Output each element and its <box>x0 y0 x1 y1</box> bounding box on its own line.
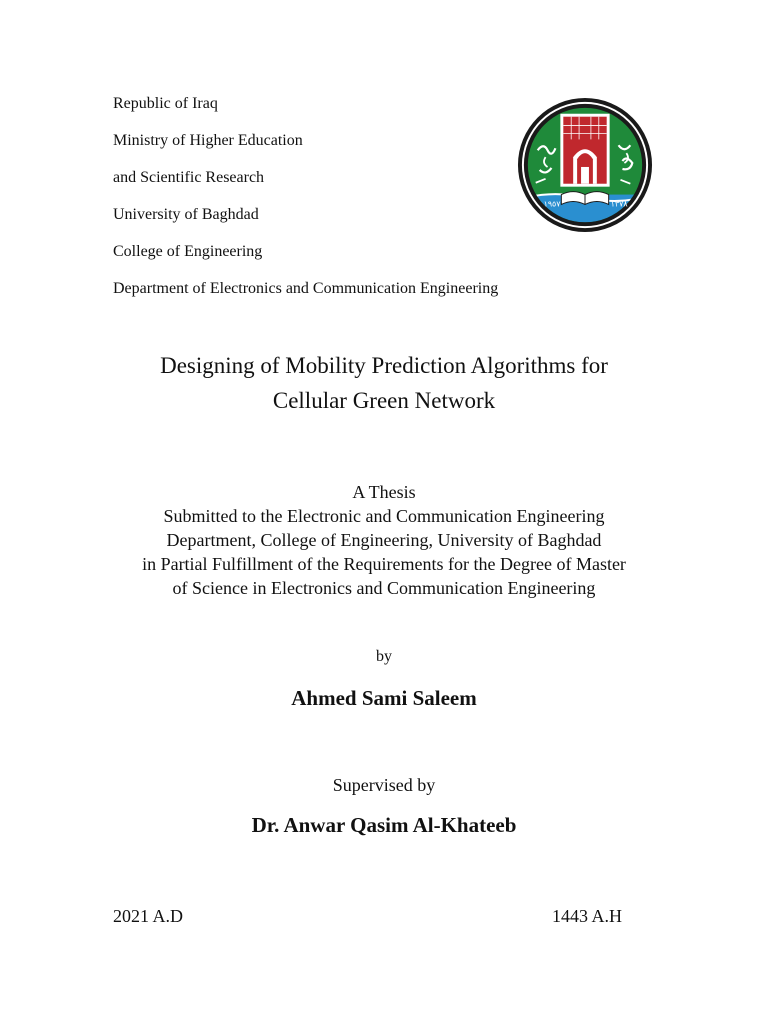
header-line-university: University of Baghdad <box>113 206 259 223</box>
author-name: Ahmed Sami Saleem <box>291 686 477 710</box>
thesis-title-line-1: Designing of Mobility Prediction Algorithms for <box>160 353 608 378</box>
thesis-statement-line-2: Submitted to the Electronic and Communication Engineering <box>163 506 605 526</box>
by-label: by <box>376 648 392 665</box>
date-gregorian: 2021 A.D <box>113 906 184 926</box>
svg-text:١٩٥٧: ١٩٥٧ <box>543 199 561 209</box>
date-hijri: 1443 A.H <box>552 906 623 926</box>
header-line-ministry: Ministry of Higher Education <box>113 132 303 149</box>
supervisor-name: Dr. Anwar Qasim Al-Khateeb <box>251 813 517 837</box>
thesis-statement-line-1: A Thesis <box>352 482 416 502</box>
svg-text:١٣٧٨: ١٣٧٨ <box>610 199 628 209</box>
header-line-country: Republic of Iraq <box>113 95 218 112</box>
thesis-statement-line-5: of Science in Electronics and Communication Engineering <box>172 578 596 598</box>
header-line-college: College of Engineering <box>113 243 263 260</box>
thesis-statement-line-4: in Partial Fulfillment of the Requirements for the Degree of Master <box>142 554 626 574</box>
university-of-baghdad-seal-icon <box>516 96 654 234</box>
supervised-by-label: Supervised by <box>332 775 436 795</box>
thesis-statement-line-3: Department, College of Engineering, University of Baghdad <box>166 530 602 550</box>
header-line-department: Department of Electronics and Communication Engineering <box>113 280 499 297</box>
thesis-title <box>0 348 768 418</box>
thesis-statement <box>0 480 768 600</box>
institution-header <box>113 94 498 316</box>
thesis-title-line-2: Cellular Green Network <box>272 388 496 413</box>
header-line-research: and Scientific Research <box>113 169 265 186</box>
